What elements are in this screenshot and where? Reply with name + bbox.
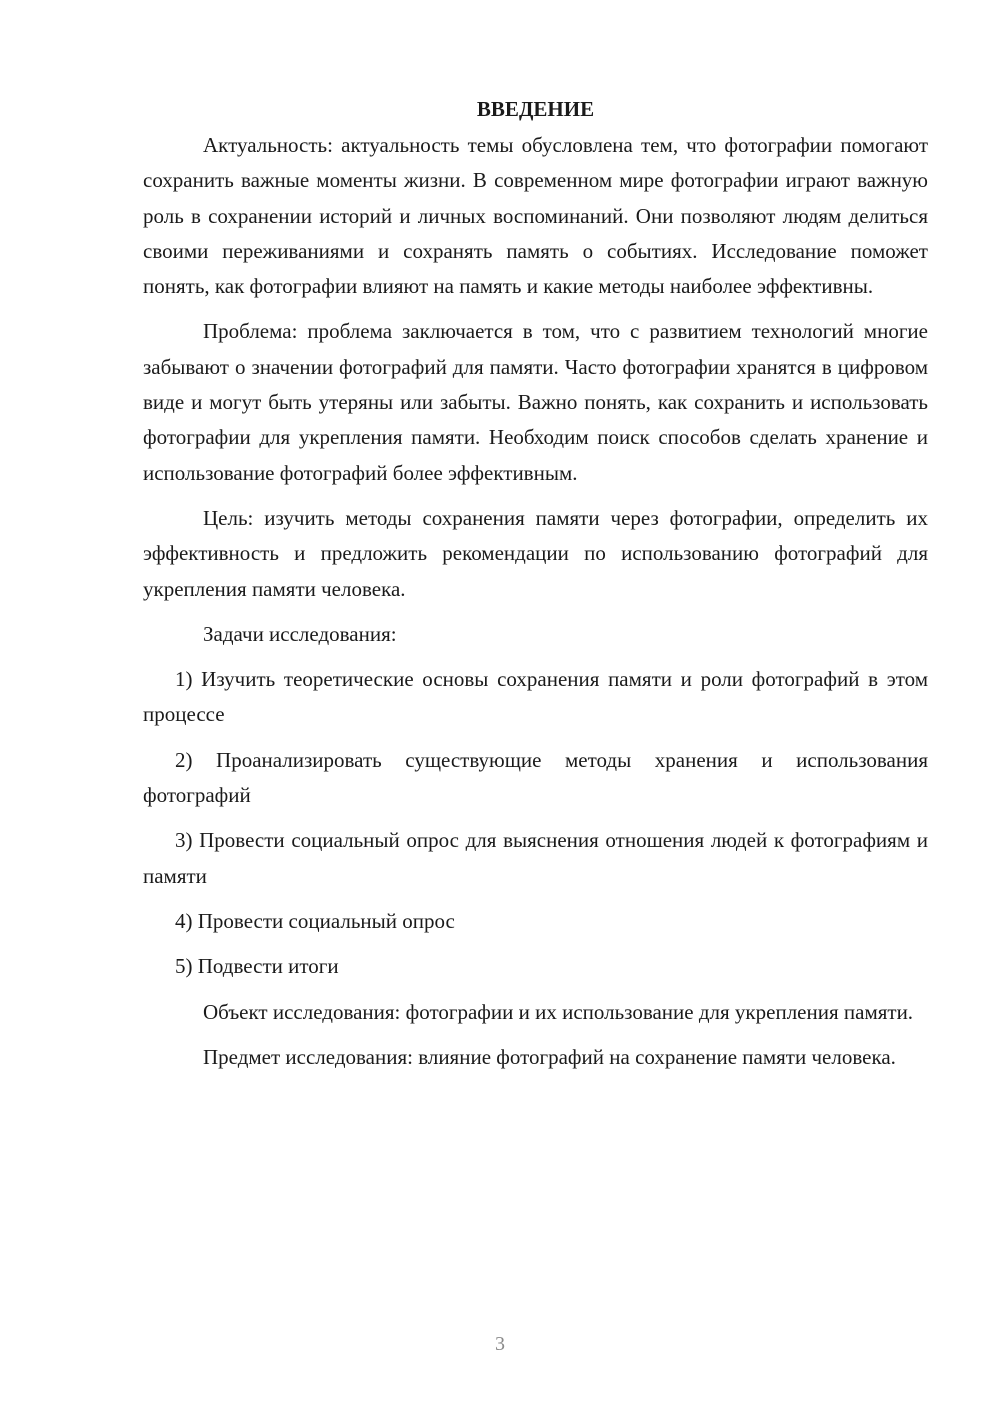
paragraph-problem: Проблема: проблема заключается в том, что с развитием технологий многие забывают о значении фотографий для памяти. Часто фотографии хранятся в цифровом виде и могут быть утеряны или забыты. Важно понять, как сохранить и использовать фотографии для укрепления памяти. Необходим поиск способов сделать хранение и использование фотографий более эффективным. (143, 319, 928, 485)
task-item-4: 4) Провести социальный опрос (175, 908, 455, 933)
paragraph-object: Объект исследования: фотографии и их использование для укрепления памяти. (203, 999, 914, 1024)
document-page (143, 92, 928, 1085)
task-item-3: 3) Провести социальный опрос для выяснения отношения людей к фотографиям и памяти (143, 828, 928, 888)
paragraph-goal: Цель: изучить методы сохранения памяти через фотографии, определить их эффективность и предложить рекомендации по использованию фотографий для укрепления памяти человека. (143, 505, 928, 601)
section-title: ВВЕДЕНИЕ (476, 97, 595, 121)
task-item-5: 5) Подвести итоги (175, 954, 339, 979)
tasks-heading: Задачи исследования: (203, 621, 397, 646)
task-item-1: 1) Изучить теоретические основы сохранения памяти и роли фотографий в этом процессе (143, 667, 928, 727)
page-number: 3 (495, 1333, 505, 1355)
task-item-2: 2) Проанализировать существующие методы хранения и использования фотографий (143, 747, 928, 808)
paragraph-subject: Предмет исследования: влияние фотографий на сохранение памяти человека. (203, 1044, 896, 1069)
paragraph-relevance: Актуальность: актуальность темы обусловлена тем, что фотографии помогают сохранить важные моменты жизни. В современном мире фотографии играют важную роль в сохранении историй и личных воспоминаний. Они позволяют людям делиться своими переживаниями и сохранять память о событиях. Исследование поможет понять, как фотографии влияют на память и какие методы наиболее эффективны. (143, 133, 928, 299)
